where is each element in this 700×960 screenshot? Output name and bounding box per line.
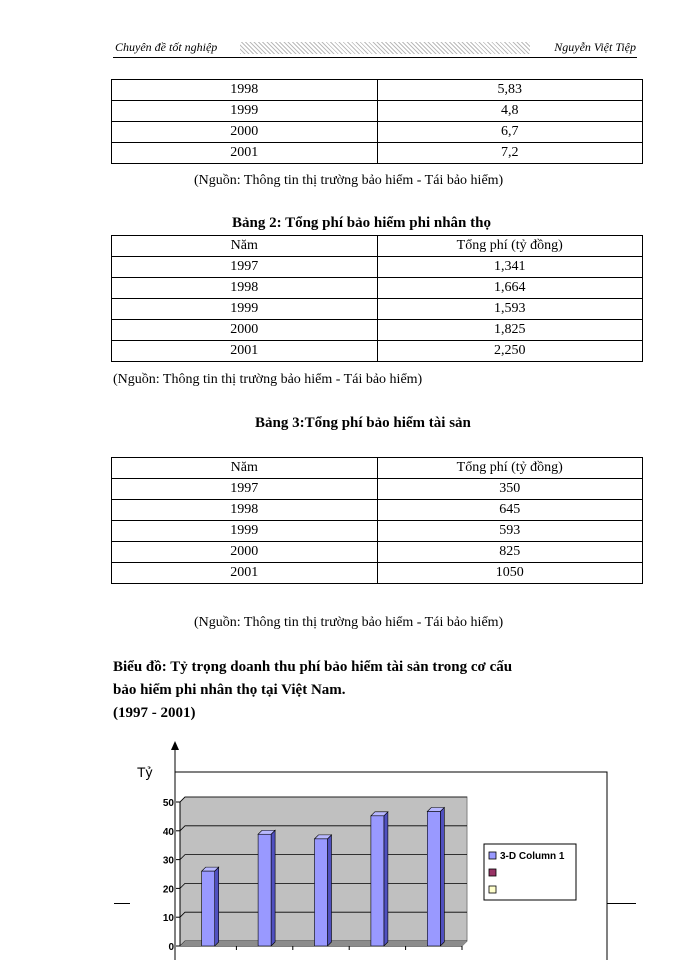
y-tick-label: 40 (162, 826, 174, 838)
table-header-cell: Năm (112, 458, 378, 479)
bar-side (215, 867, 219, 946)
legend (484, 844, 576, 900)
bar-side (440, 808, 444, 946)
year-cell: 2001 (112, 341, 378, 362)
bar-side (384, 812, 388, 946)
year-cell: 1998 (112, 80, 378, 101)
table-header-cell: Tổng phí (tỷ đồng) (377, 236, 643, 257)
year-cell: 2000 (112, 542, 378, 563)
legend-label: 3-D Column 1 (500, 851, 565, 862)
table-2-title: Bảng 2: Tổng phí bảo hiểm phi nhân thọ (232, 215, 491, 231)
value-cell: 825 (377, 542, 643, 563)
bar (202, 871, 215, 946)
year-cell: 1999 (112, 521, 378, 542)
year-cell: 2000 (112, 320, 378, 341)
year-cell: 2001 (112, 143, 378, 164)
y-tick-label: 50 (162, 798, 174, 809)
year-cell: 1997 (112, 479, 378, 500)
value-cell: 5,83 (377, 80, 643, 101)
y-tick-label: 10 (162, 913, 174, 925)
value-cell: 645 (377, 500, 643, 521)
year-cell: 2001 (112, 563, 378, 584)
table-2-source: (Nguồn: Thông tin thị trường bảo hiểm - Tái bảo hiểm) (113, 372, 423, 387)
year-cell: 1999 (112, 101, 378, 122)
value-cell: 4,8 (377, 101, 643, 122)
y-axis-label: Tỷ (137, 764, 153, 780)
table-3-source: (Nguồn: Thông tin thị trường bảo hiểm - Tái bảo hiểm) (194, 615, 504, 630)
value-cell: 1,825 (377, 320, 643, 341)
value-cell: 7,2 (377, 143, 643, 164)
year-cell: 1999 (112, 299, 378, 320)
legend-swatch (489, 852, 496, 859)
value-cell: 350 (377, 479, 643, 500)
value-cell: 1,341 (377, 257, 643, 278)
legend-swatch (489, 886, 496, 893)
chart-caption-line-1: Biểu đồ: Tỷ trọng doanh thu phí bảo hiểm tài sản trong cơ cấu (113, 659, 513, 675)
table-3-title: Bảng 3:Tổng phí bảo hiểm tài sản (255, 415, 471, 431)
bar-side (271, 830, 275, 946)
y-axis-arrowhead (171, 741, 179, 750)
value-cell: 2,250 (377, 341, 643, 362)
value-cell: 6,7 (377, 122, 643, 143)
value-cell: 1050 (377, 563, 643, 584)
y-tick-label: 20 (162, 884, 174, 896)
year-cell: 1998 (112, 278, 378, 299)
bar (427, 812, 440, 946)
table-header-cell: Năm (112, 236, 378, 257)
chart-caption-line-2: bảo hiểm phi nhân thọ tại Việt Nam. (113, 682, 346, 698)
year-cell: 1998 (112, 500, 378, 521)
table-header-cell: Tổng phí (tỷ đồng) (377, 458, 643, 479)
year-cell: 2000 (112, 122, 378, 143)
bar-side (328, 835, 332, 946)
value-cell: 593 (377, 521, 643, 542)
year-cell: 1997 (112, 257, 378, 278)
legend-swatch (489, 869, 496, 876)
y-tick-label: 0 (168, 942, 174, 953)
bar (315, 839, 328, 946)
value-cell: 1,593 (377, 299, 643, 320)
chart-caption-line-3: (1997 - 2001) (113, 705, 196, 721)
bar (371, 816, 384, 946)
y-tick-label: 30 (162, 855, 174, 867)
bar (258, 834, 271, 946)
value-cell: 1,664 (377, 278, 643, 299)
table-1-source: (Nguồn: Thông tin thị trường bảo hiểm - Tái bảo hiểm) (194, 173, 504, 188)
header-left: Chuyên đề tốt nghiệp (115, 40, 218, 54)
header-right: Nguyễn Việt Tiệp (554, 40, 636, 54)
